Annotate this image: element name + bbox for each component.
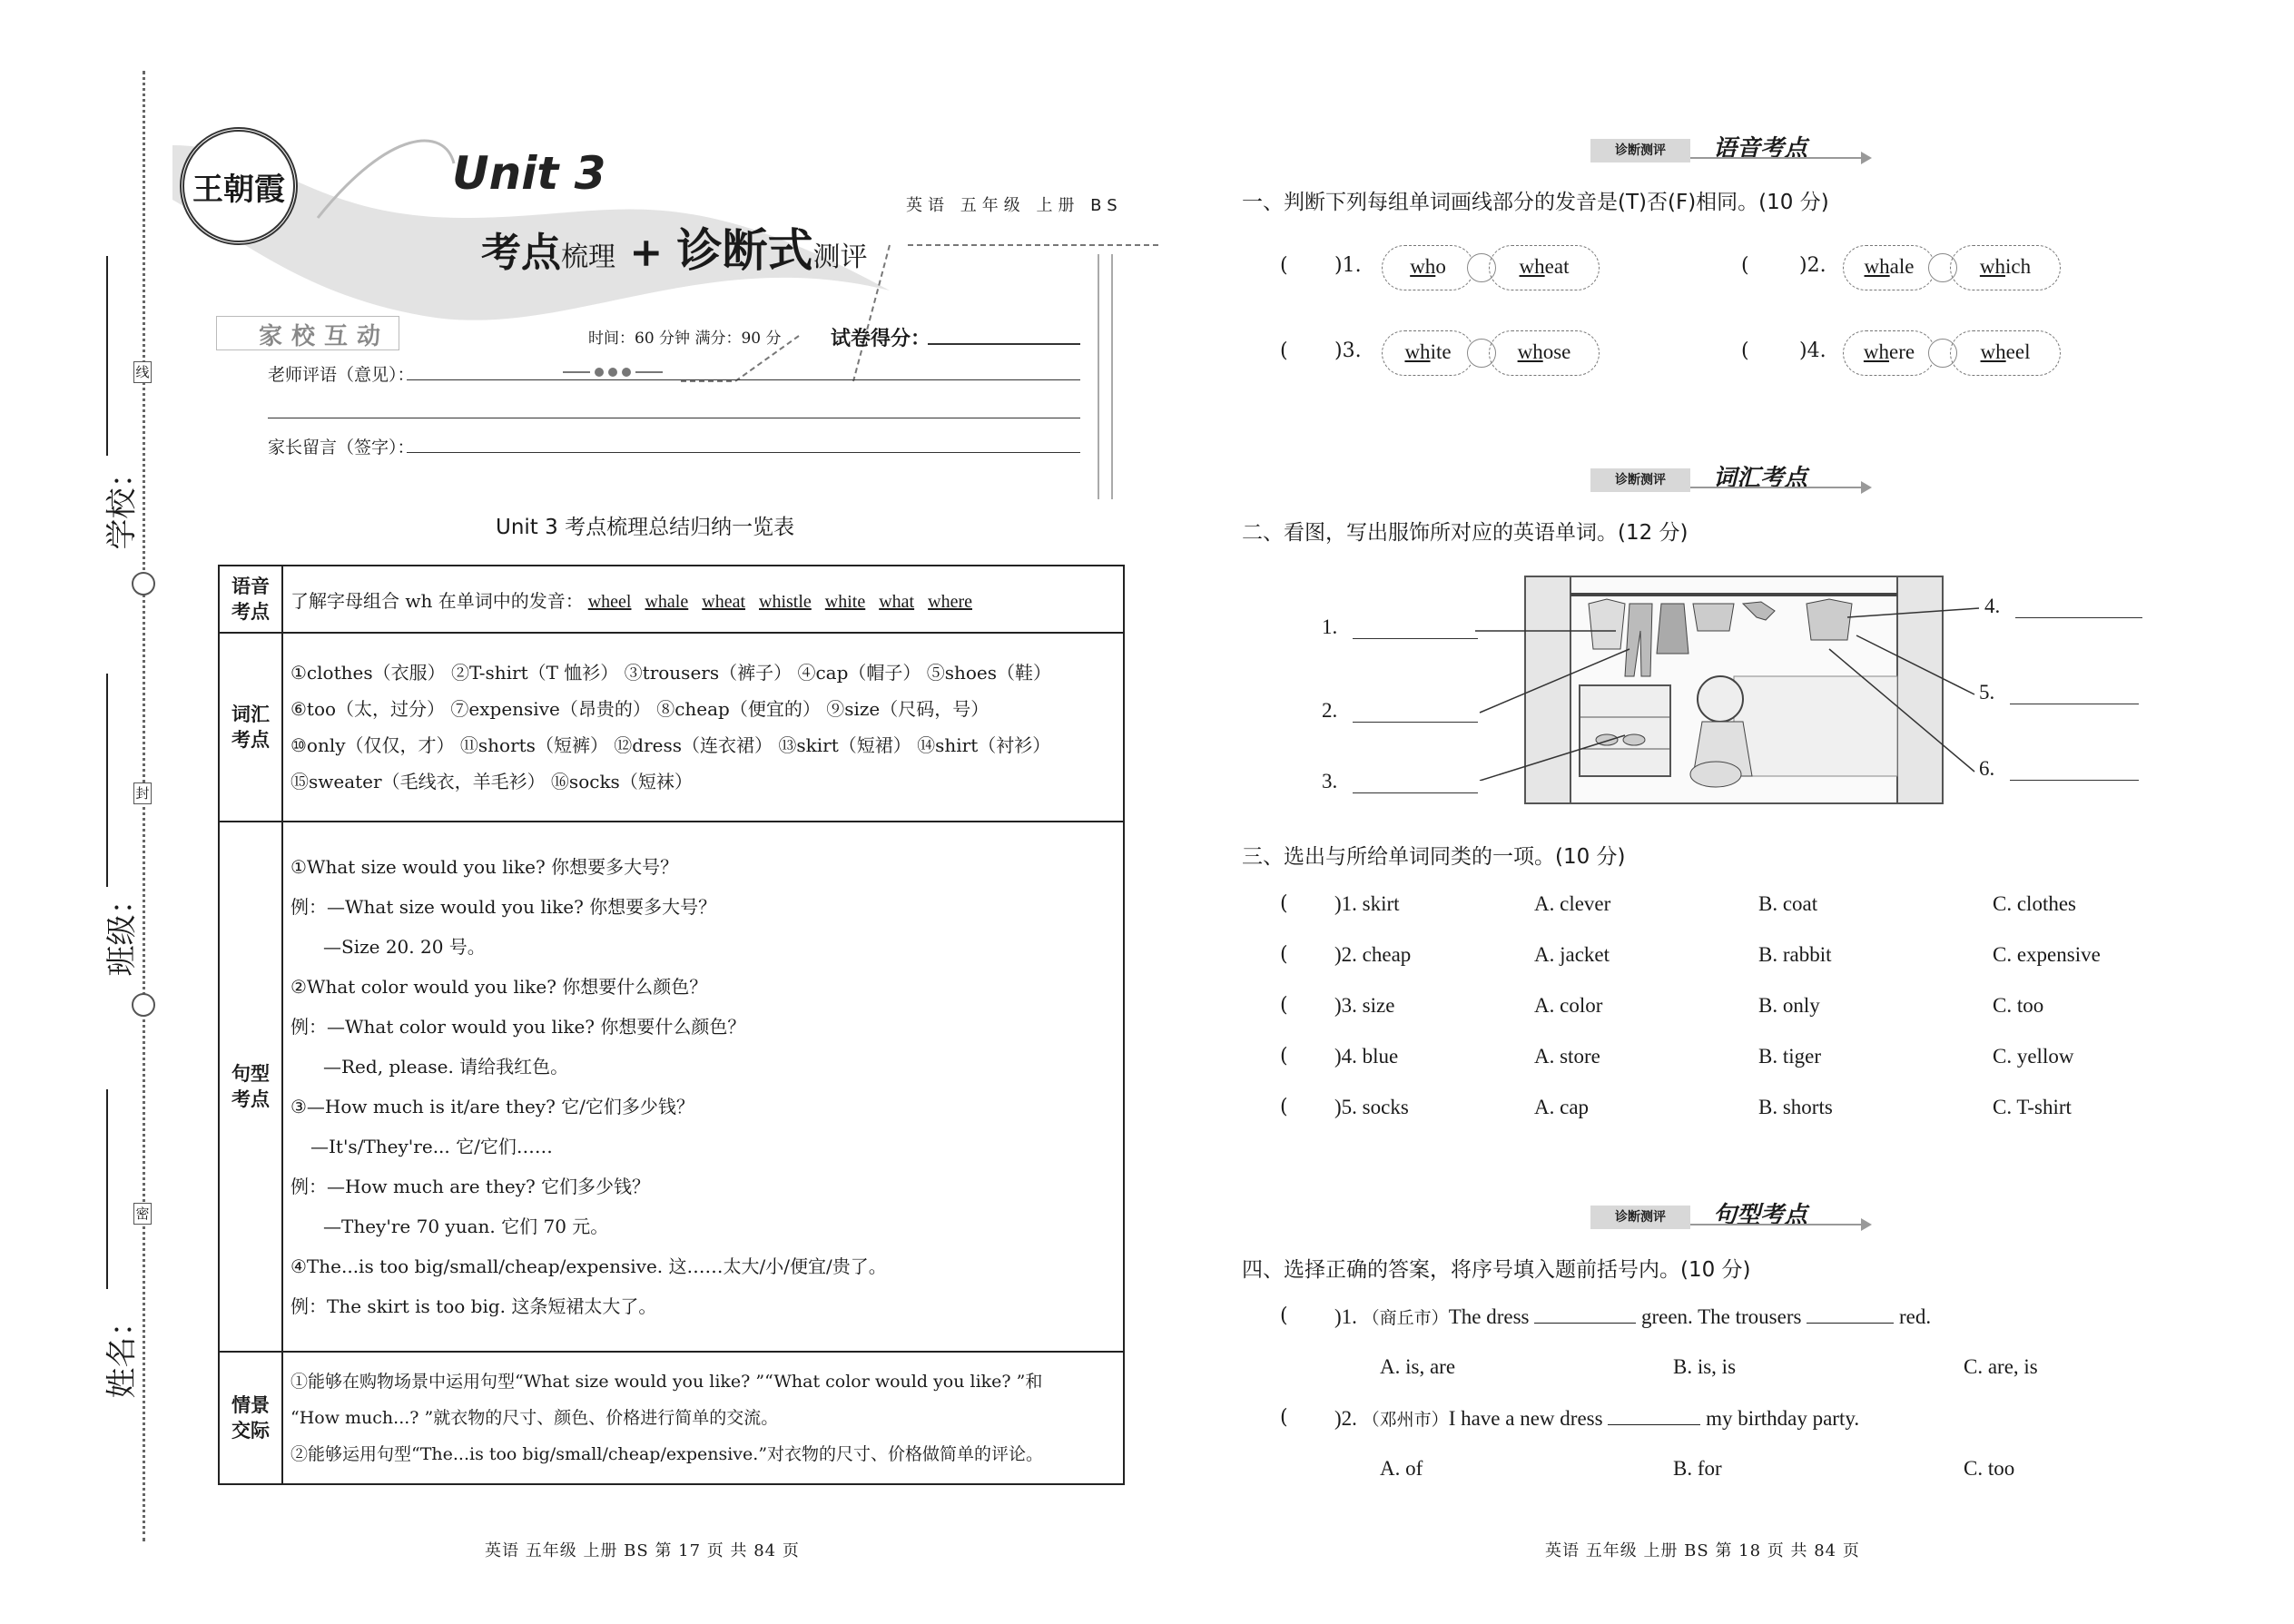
answer-paren[interactable]: ( [1280, 994, 1288, 1017]
q2-leader-lines [1334, 599, 1988, 781]
option-a[interactable]: A. of [1380, 1457, 1423, 1480]
phonics-word: whistle [759, 591, 812, 612]
option-c[interactable]: C. too [1993, 994, 2044, 1017]
banner-vocab [1590, 461, 1881, 497]
word-pair [1382, 330, 1600, 376]
fill-blank[interactable] [1807, 1323, 1894, 1324]
phonics-word: whale [645, 591, 689, 612]
banner-title: 句型考点 [1713, 1202, 1808, 1229]
banner-tag: 诊断测评 [1590, 468, 1690, 492]
q3-item-word: )4. blue [1334, 1045, 1399, 1068]
publisher-logo: 王朝霞 [180, 127, 298, 245]
q3-item-word: )3. size [1334, 994, 1395, 1017]
q1-item-number: )3. [1334, 340, 1362, 362]
sentence-line: —Red, please. 请给我红色。 [323, 1056, 569, 1078]
q4-question: )1. （商丘市）The dress green. The trousers red. [1334, 1305, 1932, 1328]
question-source: （商丘市） [1362, 1308, 1449, 1328]
option-a[interactable]: A. cap [1534, 1096, 1590, 1118]
q1-item-number: )2. [1799, 254, 1826, 277]
option-b[interactable]: B. tiger [1758, 1045, 1821, 1068]
q2-answer-field[interactable] [2015, 617, 2142, 618]
binding-mark-mi: 密 [133, 1203, 152, 1225]
name-write-line [106, 1089, 108, 1289]
binding-hole [132, 572, 155, 595]
name-label: 姓名： [103, 1305, 141, 1399]
vocab-cell [282, 633, 1124, 822]
situation-line: ②能够运用句型“The...is too big/small/cheap/expensive.”对衣物的尺寸、价格做简单的评论。 [290, 1444, 1044, 1464]
word-oval: who [1382, 245, 1474, 290]
answer-paren[interactable]: ( [1280, 1096, 1288, 1118]
page-subtitle: 考点梳理 + 诊断式测评 [481, 223, 868, 277]
banner-title: 词汇考点 [1713, 465, 1808, 492]
answer-paren[interactable]: ( [1280, 1406, 1288, 1429]
word-oval: whose [1489, 330, 1600, 376]
score-field[interactable] [928, 343, 1080, 345]
word-pair [1843, 330, 2061, 376]
score-label: 试卷得分： [831, 328, 931, 350]
table-row-phonics [219, 566, 1124, 633]
teacher-comment-field[interactable] [407, 379, 1080, 380]
time-info: 时间：60 分钟 满分：90 分 [588, 330, 782, 348]
summary-table [218, 565, 1125, 1485]
option-a[interactable]: A. color [1534, 994, 1603, 1017]
category-cell: 句型 考点 [219, 822, 282, 1352]
banner-sentence [1590, 1198, 1881, 1235]
option-c[interactable]: C. too [1964, 1457, 2015, 1480]
sentence-line: 例：—How much are they? 它们多少钱？ [290, 1176, 651, 1197]
unit-title: Unit 3 [452, 147, 606, 200]
q2-answer-field[interactable] [2010, 780, 2139, 781]
option-a[interactable]: A. is, are [1380, 1355, 1456, 1378]
q4-question: )2. （邓州市）I have a new dress my birthday party. [1334, 1407, 1860, 1430]
phonics-word: wheat [702, 591, 746, 612]
q2-label: 1. [1322, 615, 1338, 638]
option-c[interactable]: C. yellow [1993, 1045, 2074, 1068]
vocab-line: ①clothes（衣服） ②T-shirt（T 恤衫） ③trousers（裤子） ④cap（帽子） ⑤shoes（鞋） [290, 662, 1052, 684]
sentence-cell [282, 822, 1124, 1352]
sentence-line: —Size 20. 20 号。 [323, 936, 486, 958]
table-row-vocab [219, 633, 1124, 822]
banner-tag: 诊断测评 [1590, 1206, 1690, 1229]
category-cell: 语音 考点 [219, 566, 282, 633]
footer-left: 英语 五年级 上册 BS 第 17 页 共 84 页 [485, 1541, 800, 1560]
table-row-sentence [219, 822, 1124, 1352]
option-a[interactable]: A. clever [1534, 892, 1611, 915]
q3-item-word: )5. socks [1334, 1096, 1409, 1118]
binding-dotted-line [143, 71, 145, 1541]
q3-item-word: )1. skirt [1334, 892, 1400, 915]
sentence-line: —They're 70 yuan. 它们 70 元。 [323, 1216, 609, 1237]
option-c[interactable]: C. are, is [1964, 1355, 2038, 1378]
q2-label: 3. [1322, 770, 1338, 792]
q1-item-number: )1. [1334, 254, 1362, 277]
sentence-line: ③—How much is it/are they? 它/它们多少钱？ [290, 1096, 694, 1117]
answer-paren[interactable]: ( [1280, 1304, 1288, 1327]
phonics-word: white [824, 591, 866, 612]
arrow-icon [1861, 152, 1872, 164]
q1-item-number: )4. [1799, 340, 1826, 362]
q2-label: 2. [1322, 699, 1338, 722]
vocab-line: ⑮sweater（毛线衣，羊毛衫） ⑯socks（短袜） [290, 771, 693, 792]
option-a[interactable]: A. jacket [1534, 943, 1610, 966]
answer-paren[interactable]: ( [1280, 340, 1288, 362]
option-b[interactable]: B. shorts [1758, 1096, 1833, 1118]
situation-cell [282, 1352, 1124, 1484]
binding-mark-xian: 线 [133, 361, 152, 383]
answer-paren[interactable]: ( [1280, 943, 1288, 966]
class-label: 班级： [103, 883, 141, 977]
question-source: （邓州市） [1362, 1410, 1449, 1430]
home-school-box [216, 316, 399, 350]
banner-title: 语音考点 [1713, 135, 1808, 162]
category-cell: 词汇 考点 [219, 633, 282, 822]
category-cell: 情景 交际 [219, 1352, 282, 1484]
q2-answer-field[interactable] [1353, 722, 1478, 723]
sentence-line: 例：—What color would you like? 你想要什么颜色？ [290, 1016, 746, 1038]
arrow-icon [1861, 1218, 1872, 1231]
parent-comment-field[interactable] [407, 452, 1080, 453]
phonics-word: wheel [587, 591, 632, 612]
phonics-cell: 了解字母组合 wh 在单词中的发音： wheel whale wheat whistle white what where [282, 566, 1124, 633]
option-b[interactable]: B. is, is [1673, 1355, 1737, 1378]
option-b[interactable]: B. rabbit [1758, 943, 1832, 966]
banner-tag: 诊断测评 [1590, 139, 1690, 162]
word-oval: which [1950, 245, 2061, 290]
option-b[interactable]: B. only [1758, 994, 1820, 1017]
q2-answer-field[interactable] [1353, 792, 1478, 793]
banner-phonics [1590, 132, 1881, 168]
word-oval: wheat [1489, 245, 1600, 290]
answer-paren[interactable]: ( [1741, 340, 1749, 362]
table-row-situation [219, 1352, 1124, 1484]
footer-right: 英语 五年级 上册 BS 第 18 页 共 84 页 [1545, 1541, 1860, 1560]
fill-blank[interactable] [1608, 1424, 1700, 1425]
q1-heading: 一、判断下列每组单词画线部分的发音是(T)否(F)相同。(10 分) [1242, 191, 1829, 214]
phonics-word: where [928, 591, 972, 612]
situation-line: ①能够在购物场景中运用句型“What size would you like? ”“What color would you like? ”和 [290, 1372, 1043, 1392]
option-c[interactable]: C. T-shirt [1993, 1096, 2072, 1118]
home-school-label: 家校互动 [259, 323, 390, 350]
answer-paren[interactable]: ( [1280, 892, 1288, 915]
arrow-icon [1861, 481, 1872, 494]
binding-mark-feng: 封 [133, 782, 152, 804]
sentence-line: ①What size would you like? 你想要多大号？ [290, 856, 679, 878]
vocab-line: ⑩only（仅仅，才） ⑪shorts（短裤） ⑫dress（连衣裙） ⑬skirt（短裙） ⑭shirt（衬衫） [290, 734, 1051, 756]
class-write-line [106, 674, 108, 887]
school-label: 学校： [103, 457, 141, 550]
q3-heading: 三、选出与所给单词同类的一项。(10 分) [1242, 845, 1626, 869]
option-a[interactable]: A. store [1534, 1045, 1600, 1068]
q2-label: 5. [1979, 681, 1995, 704]
option-c[interactable]: C. clothes [1993, 892, 2076, 915]
q2-label: 6. [1979, 757, 1995, 780]
school-write-line [106, 256, 108, 456]
sentence-line: —It's/They're... 它/它们…… [310, 1136, 553, 1157]
binding-hole [132, 993, 155, 1017]
word-pair [1843, 245, 2061, 290]
q4-heading: 四、选择正确的答案，将序号填入题前括号内。(10 分) [1242, 1258, 1751, 1282]
phonics-word: what [879, 591, 915, 612]
word-oval: white [1382, 330, 1474, 376]
word-oval: whale [1843, 245, 1935, 290]
parent-comment-label: 家长留言（签字）： [268, 438, 415, 458]
answer-paren[interactable]: ( [1280, 254, 1288, 277]
word-oval: wheel [1950, 330, 2061, 376]
summary-title: Unit 3 考点梳理总结归纳一览表 [496, 516, 795, 539]
word-pair [1382, 245, 1600, 290]
sentence-line: 例：The skirt is too big. 这条短裙太大了。 [290, 1295, 657, 1317]
sentence-line: ④The...is too big/small/cheap/expensive. 这……太大/小/便宜/贵了。 [290, 1255, 887, 1277]
situation-line: “How much...? ”就衣物的尺寸、颜色、价格进行简单的交流。 [290, 1408, 779, 1428]
sentence-line: ②What color would you like? 你想要什么颜色？ [290, 976, 708, 998]
teacher-comment-label: 老师评语（意见）： [268, 365, 415, 385]
fill-blank[interactable] [1534, 1323, 1636, 1324]
vocab-line: ⑥too（太，过分） ⑦expensive（昂贵的） ⑧cheap（便宜的） ⑨size（尺码，号） [290, 698, 989, 720]
option-c[interactable]: C. expensive [1993, 943, 2101, 966]
answer-paren[interactable]: ( [1280, 1045, 1288, 1068]
option-b[interactable]: B. for [1673, 1457, 1722, 1480]
word-oval: where [1843, 330, 1935, 376]
grade-info: 英语 五年级 上册 BS [906, 196, 1123, 215]
q2-heading: 二、看图，写出服饰所对应的英语单词。(12 分) [1242, 521, 1689, 545]
q2-answer-field[interactable] [1353, 638, 1478, 639]
answer-paren[interactable]: ( [1741, 254, 1749, 277]
q3-item-word: )2. cheap [1334, 943, 1412, 966]
sentence-line: 例：—What size would you like? 你想要多大号？ [290, 896, 717, 918]
q2-label: 4. [1984, 595, 2001, 617]
option-b[interactable]: B. coat [1758, 892, 1818, 915]
